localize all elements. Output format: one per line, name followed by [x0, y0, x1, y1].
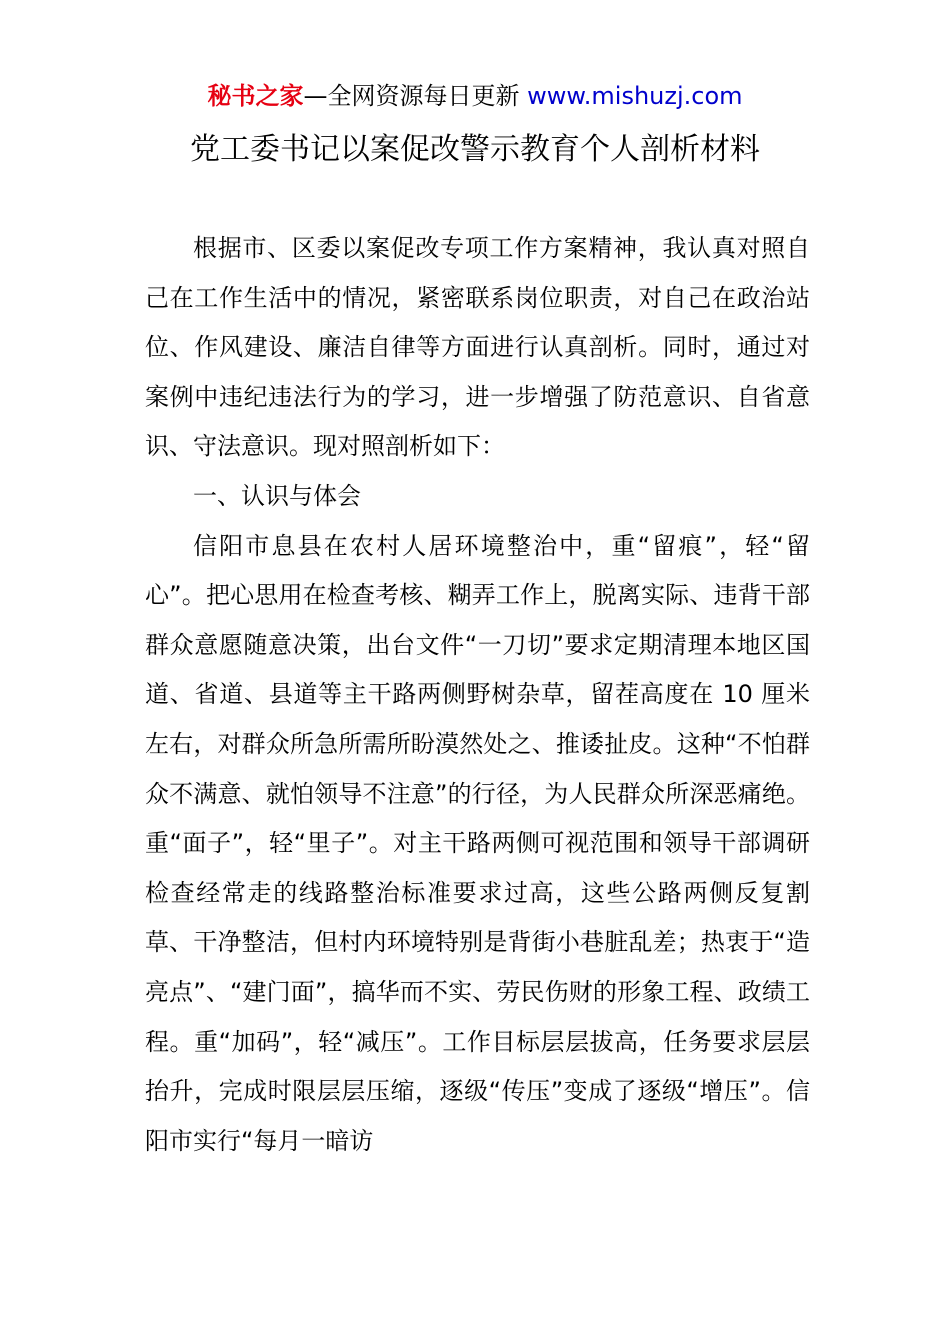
document-body: [145, 224, 810, 1166]
document-title: 党工委书记以案促改警示教育个人剖析材料: [190, 132, 760, 167]
section-heading: 一、认识与体会: [193, 481, 361, 510]
site-url-link[interactable]: www.mishuzj.com: [527, 82, 743, 110]
site-header: [0, 80, 950, 112]
brand-name: 秘书之家: [207, 82, 304, 110]
section-paragraph: 信阳市息县在农村人居环境整治中，重“留痕”，轻“留心”。把心思用在检查考核、糊弄工作上，脱离实际、违背干部群众意愿随意决策，出台文件“一刀切”要求定期清理本地区国道、省道、县道等主干路两侧野树杂草，留茬高度在 10 厘米左右，对群众所急所需所盼漠然处之、推诿扯皮。这种“不怕群众不满意、就怕领导不注意”的行径，为人民群众所深恶痛绝。重“面子”，轻“里子”。对主干路两侧可视范围和领导干部调研检查经常走的线路整治标准要求过高，这些公路两侧反复割草、干净整洁，但村内环境特别是背街小巷脏乱差；热衷于“造亮点”、“建门面”，搞华而不实、劳民伤财的形象工程、政绩工程。重“加码”，轻“减压”。工作目标层层拔高，任务要求层层抬升，完成时限层层压缩，逐级“传压”变成了逐级“增压”。信阳市实行“每月一暗访: [145, 531, 810, 1155]
header-tagline: —全网资源每日更新: [303, 82, 520, 110]
intro-paragraph: 根据市、区委以案促改专项工作方案精神，我认真对照自己在工作生活中的情况，紧密联系岗位职责，对自己在政治站位、作风建设、廉洁自律等方面进行认真剖析。同时，通过对案例中违纪违法行为的学习，进一步增强了防范意识、自省意识、守法意识。现对照剖析如下：: [145, 234, 810, 461]
